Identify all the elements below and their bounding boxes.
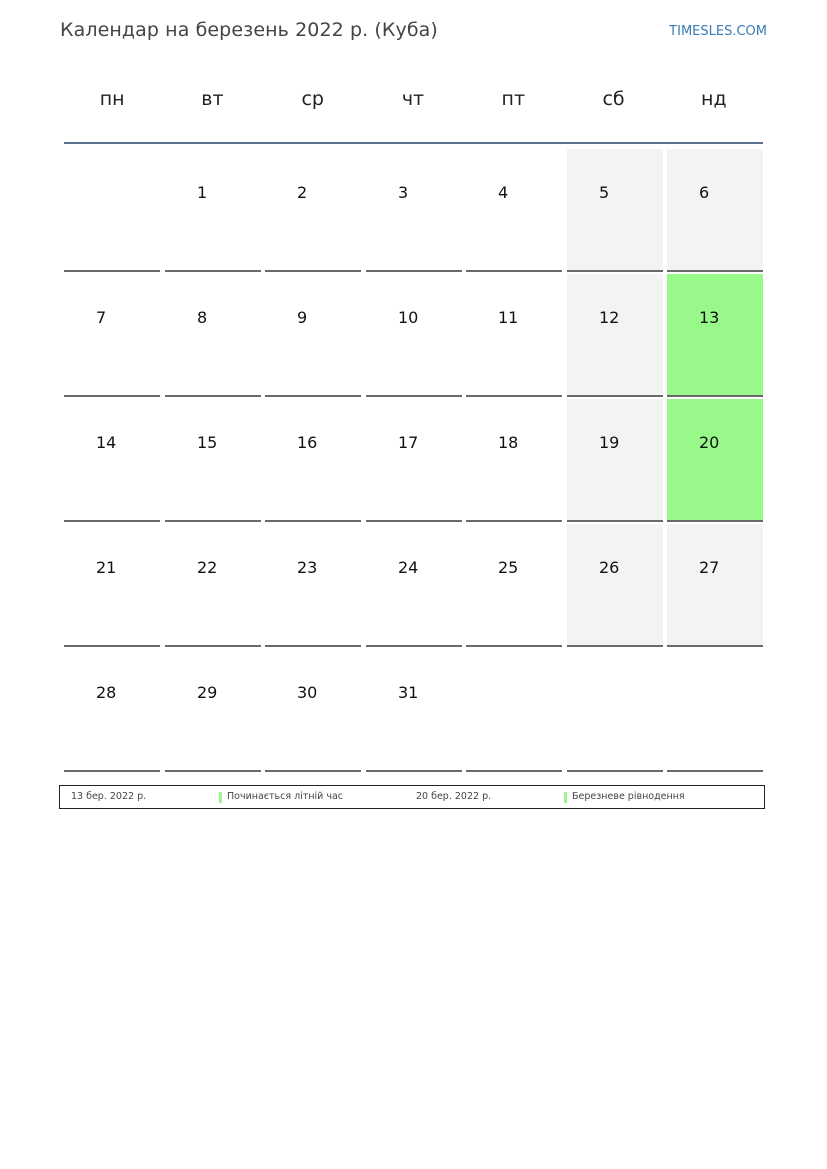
day-number: 19 [599, 433, 620, 452]
day-number: 21 [96, 558, 117, 577]
day-number: 1 [197, 183, 208, 202]
day-number: 23 [297, 558, 318, 577]
day-number: 14 [96, 433, 117, 452]
legend-color-marker-1 [219, 792, 222, 803]
day-cell[interactable] [64, 524, 160, 647]
day-number: 28 [96, 683, 117, 702]
legend-color-marker-2 [564, 792, 567, 803]
day-number: 2 [297, 183, 308, 202]
page-title: Календар на березень 2022 р. (Куба) [60, 19, 438, 41]
day-cell[interactable] [567, 149, 663, 272]
day-cell[interactable] [466, 274, 562, 397]
day-number: 8 [197, 308, 208, 327]
legend-event-2: Березневе рівнодення [572, 791, 685, 802]
day-number: 24 [398, 558, 419, 577]
day-number: 6 [699, 183, 710, 202]
day-cell[interactable] [466, 149, 562, 272]
day-cell[interactable] [466, 399, 562, 522]
weekday-tue: вт [201, 88, 224, 110]
weekday-header-row [62, 88, 764, 110]
day-cell[interactable] [567, 399, 663, 522]
day-cell[interactable] [265, 649, 361, 772]
day-number: 22 [197, 558, 218, 577]
day-number: 18 [498, 433, 519, 452]
day-cell[interactable] [667, 524, 763, 647]
day-number: 17 [398, 433, 419, 452]
day-number: 20 [699, 433, 720, 452]
day-number: 15 [197, 433, 218, 452]
day-cell[interactable] [265, 524, 361, 647]
day-cell[interactable] [265, 274, 361, 397]
weekday-thu: чт [401, 88, 425, 110]
empty-day-cell [64, 149, 160, 272]
day-cell[interactable] [667, 399, 763, 522]
day-cell[interactable] [165, 524, 261, 647]
weekday-mon: пн [99, 88, 125, 110]
day-number: 12 [599, 308, 620, 327]
day-number: 13 [699, 308, 720, 327]
day-number: 3 [398, 183, 409, 202]
day-cell[interactable] [165, 649, 261, 772]
legend-date-2: 20 бер. 2022 р. [416, 791, 492, 802]
day-number: 25 [498, 558, 519, 577]
day-cell[interactable] [265, 149, 361, 272]
weekday-fri: пт [501, 88, 526, 110]
day-number: 30 [297, 683, 318, 702]
day-number: 10 [398, 308, 419, 327]
site-link[interactable]: TIMESLES.COM [669, 24, 767, 39]
day-cell[interactable] [64, 649, 160, 772]
day-cell[interactable] [366, 274, 462, 397]
legend-event-1: Починається літній час [227, 791, 344, 802]
day-number: 5 [599, 183, 610, 202]
day-number: 9 [297, 308, 308, 327]
empty-day-cell [466, 649, 562, 772]
day-number: 11 [498, 308, 519, 327]
day-cell[interactable] [667, 274, 763, 397]
day-cell[interactable] [165, 274, 261, 397]
day-cell[interactable] [567, 274, 663, 397]
day-number: 7 [96, 308, 107, 327]
day-cell[interactable] [64, 399, 160, 522]
weekday-wed: ср [301, 88, 324, 110]
day-cell[interactable] [366, 149, 462, 272]
day-number: 27 [699, 558, 720, 577]
empty-day-cell [667, 649, 763, 772]
day-cell[interactable] [667, 149, 763, 272]
day-cell[interactable] [366, 399, 462, 522]
legend-box [59, 785, 765, 809]
weekday-sun: нд [701, 88, 727, 110]
header-divider [64, 142, 763, 144]
day-number: 26 [599, 558, 620, 577]
legend-date-1: 13 бер. 2022 р. [71, 791, 147, 802]
day-cell[interactable] [366, 649, 462, 772]
day-number: 31 [398, 683, 419, 702]
day-number: 16 [297, 433, 318, 452]
weekday-sat: сб [602, 88, 625, 110]
day-number: 29 [197, 683, 218, 702]
day-cell[interactable] [366, 524, 462, 647]
day-cell[interactable] [567, 524, 663, 647]
day-cell[interactable] [64, 274, 160, 397]
day-number: 4 [498, 183, 509, 202]
day-cell[interactable] [466, 524, 562, 647]
day-cell[interactable] [165, 149, 261, 272]
day-cell[interactable] [265, 399, 361, 522]
day-cell[interactable] [165, 399, 261, 522]
empty-day-cell [567, 649, 663, 772]
